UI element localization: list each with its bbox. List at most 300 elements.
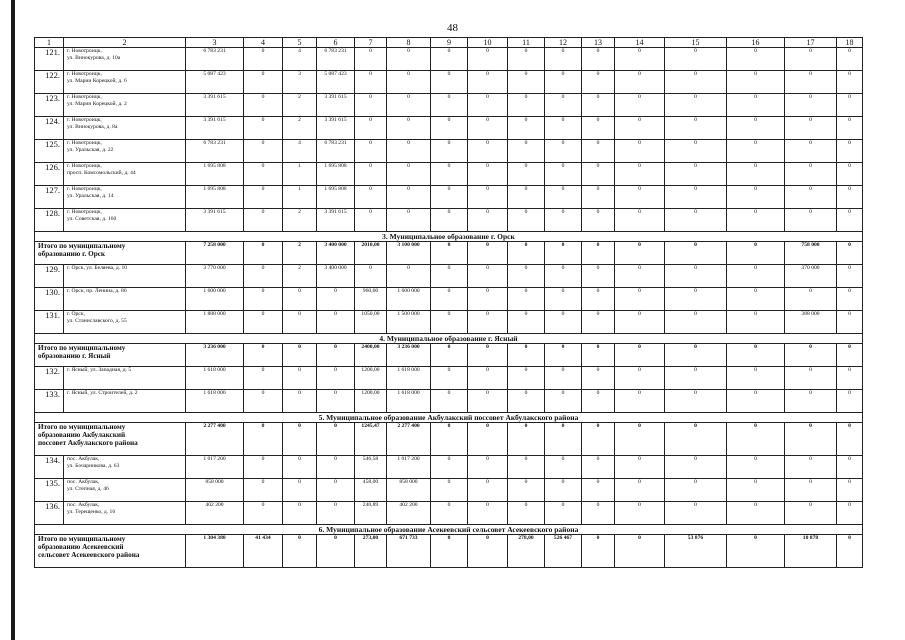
table-cell: 0 xyxy=(431,163,468,186)
table-cell: 0 xyxy=(785,163,837,186)
table-cell: 0 xyxy=(431,390,468,413)
table-cell: 0 xyxy=(508,209,545,232)
table-cell: 1200,00 xyxy=(355,390,387,413)
table-cell: 0 xyxy=(665,288,727,311)
table-cell: 0 xyxy=(837,71,863,94)
table-cell: 0 xyxy=(665,94,727,117)
table-cell: 2 277 400 xyxy=(186,423,244,456)
table-cell: 0 xyxy=(615,288,665,311)
table-cell: 0 xyxy=(508,163,545,186)
table-row xyxy=(35,456,863,479)
column-number: 16 xyxy=(727,38,785,48)
table-cell: 0 xyxy=(431,479,468,502)
table-cell: 0 xyxy=(545,140,582,163)
subtotal-label-line: поссовет Акбулакского района xyxy=(38,439,138,447)
address-cell xyxy=(64,288,186,311)
table-cell: 273,00 xyxy=(355,535,387,568)
address-line: ул. Уральская, д. 22 xyxy=(67,147,114,153)
table-cell: 0 xyxy=(727,140,785,163)
table-cell: 0 xyxy=(317,367,355,390)
section-title: 4. Муниципальное образование г. Ясный xyxy=(35,334,863,344)
table-cell: 0 xyxy=(615,390,665,413)
table-cell: 0 xyxy=(785,367,837,390)
address-line: ул. Марии Корецкой, д. 6 xyxy=(67,78,127,84)
table-cell: 0 xyxy=(468,288,508,311)
table-row xyxy=(35,94,863,117)
table-cell: 53 876 xyxy=(665,535,727,568)
subtotal-label-line: образованию г. Орск xyxy=(38,250,106,258)
section-header-row xyxy=(35,413,863,423)
section-title: 6. Муниципальное образование Асекеевский сельсовет Асекеевского района xyxy=(35,525,863,535)
table-cell: 0 xyxy=(283,456,317,479)
address-line: ул. Степная, д. 46 xyxy=(67,486,109,492)
table-cell: 0 xyxy=(244,367,283,390)
table-cell: 0 xyxy=(665,209,727,232)
address-line: г. Новотроицк, xyxy=(67,117,102,123)
address-cell xyxy=(64,390,186,413)
row-number: 125. xyxy=(35,140,64,163)
table-cell: 0 xyxy=(431,367,468,390)
table-cell: 0 xyxy=(317,456,355,479)
address-line: ул. Марии Корецкой, д. 2 xyxy=(67,101,127,107)
address-cell xyxy=(64,502,186,525)
row-number: 121. xyxy=(35,48,64,71)
table-cell: 0 xyxy=(355,209,387,232)
table-cell: 0 xyxy=(545,502,582,525)
address-line: г. Новотроицк, xyxy=(67,163,102,169)
subtotal-label xyxy=(35,423,186,456)
table-cell: 0 xyxy=(244,186,283,209)
table-cell: 0 xyxy=(283,423,317,456)
table-cell: 0 xyxy=(615,163,665,186)
table-cell: 0 xyxy=(785,288,837,311)
subtotal-row xyxy=(35,344,863,367)
address-line: ул. Бочарникова, д. 63 xyxy=(67,463,120,469)
table-cell: 0 xyxy=(582,140,615,163)
table-cell: 0 xyxy=(837,117,863,140)
column-number: 2 xyxy=(64,38,186,48)
column-number: 13 xyxy=(582,38,615,48)
address-line: ул. Терещенко, д. 16 xyxy=(67,509,116,515)
subtotal-label xyxy=(35,535,186,568)
subtotal-label-line: Итого по муниципальному xyxy=(38,535,126,543)
table-cell: 1 304 388 xyxy=(186,535,244,568)
table-cell: 0 xyxy=(727,265,785,288)
table-cell: 0 xyxy=(837,140,863,163)
table-cell: 458,00 xyxy=(355,479,387,502)
table-cell: 0 xyxy=(431,186,468,209)
table-cell: 0 xyxy=(317,502,355,525)
table-cell: 0 xyxy=(582,288,615,311)
address-cell xyxy=(64,209,186,232)
address-cell xyxy=(64,367,186,390)
address-cell xyxy=(64,311,186,334)
address-line: г. Орск, ул. Беляева, д. 10 xyxy=(67,265,128,271)
table-cell: 0 xyxy=(665,423,727,456)
table-cell: 6 783 231 xyxy=(317,48,355,71)
row-number: 130. xyxy=(35,288,64,311)
table-cell: 0 xyxy=(387,48,431,71)
column-number: 3 xyxy=(186,38,244,48)
table-cell: 402 200 xyxy=(186,502,244,525)
row-number: 135. xyxy=(35,479,64,502)
table-cell: 0 xyxy=(545,117,582,140)
table-cell: 0 xyxy=(355,117,387,140)
table-cell: 0 xyxy=(615,265,665,288)
table-cell: 0 xyxy=(785,71,837,94)
table-cell: 0 xyxy=(244,242,283,265)
table-cell: 0 xyxy=(508,502,545,525)
table-cell: 0 xyxy=(508,94,545,117)
table-cell: 1 600 000 xyxy=(186,288,244,311)
address-line: г. Новотроицк, xyxy=(67,186,102,192)
table-cell: 0 xyxy=(508,186,545,209)
table-cell: 0 xyxy=(468,265,508,288)
column-number: 15 xyxy=(665,38,727,48)
table-cell: 671 733 xyxy=(387,535,431,568)
table-cell: 0 xyxy=(468,502,508,525)
table-cell: 0 xyxy=(665,117,727,140)
table-row xyxy=(35,390,863,413)
column-number: 6 xyxy=(317,38,355,48)
table-row xyxy=(35,502,863,525)
table-cell: 0 xyxy=(355,265,387,288)
address-line: просп. Комсомольский, д. 44 xyxy=(67,170,136,176)
table-cell: 0 xyxy=(545,265,582,288)
table-cell: 0 xyxy=(508,390,545,413)
table-cell: 0 xyxy=(582,242,615,265)
table-cell: 0 xyxy=(244,140,283,163)
table-cell: 0 xyxy=(244,48,283,71)
table-cell: 0 xyxy=(283,479,317,502)
table-cell: 0 xyxy=(615,117,665,140)
table-cell: 0 xyxy=(615,311,665,334)
column-number: 1 xyxy=(35,38,64,48)
table-cell: 0 xyxy=(468,456,508,479)
table-cell: 1 618 000 xyxy=(387,367,431,390)
table-cell: 960,00 xyxy=(355,288,387,311)
table-cell: 2400,00 xyxy=(355,344,387,367)
address-line: ул. Станиславского, д. 55 xyxy=(67,318,127,324)
data-table xyxy=(34,37,863,568)
table-cell: 0 xyxy=(431,502,468,525)
table-cell: 0 xyxy=(837,367,863,390)
table-cell: 0 xyxy=(837,209,863,232)
table-cell: 402 200 xyxy=(387,502,431,525)
address-line: г. Новотроицк, xyxy=(67,140,102,146)
table-cell: 0 xyxy=(837,423,863,456)
table-cell: 0 xyxy=(508,288,545,311)
table-cell: 0 xyxy=(665,48,727,71)
table-cell: 41 434 xyxy=(244,535,283,568)
table-cell: 0 xyxy=(468,311,508,334)
subtotal-label-line: Итого по муниципальному xyxy=(38,242,126,250)
table-cell: 0 xyxy=(545,163,582,186)
table-cell: 0 xyxy=(468,163,508,186)
table-cell: 0 xyxy=(615,502,665,525)
table-row xyxy=(35,71,863,94)
subtotal-row xyxy=(35,535,863,568)
table-cell: 0 xyxy=(727,242,785,265)
address-line: г. Новотроицк, xyxy=(67,48,102,54)
table-cell: 0 xyxy=(468,367,508,390)
table-cell: 0 xyxy=(665,265,727,288)
table-cell: 0 xyxy=(431,456,468,479)
table-cell: 0 xyxy=(283,502,317,525)
table-cell: 0 xyxy=(468,117,508,140)
table-cell: 0 xyxy=(665,367,727,390)
row-number: 126. xyxy=(35,163,64,186)
table-cell: 0 xyxy=(355,140,387,163)
table-cell: 0 xyxy=(508,265,545,288)
table-cell: 0 xyxy=(431,288,468,311)
table-cell: 0 xyxy=(244,163,283,186)
table-cell: 0 xyxy=(615,186,665,209)
table-cell: 0 xyxy=(727,390,785,413)
table-cell: 0 xyxy=(615,209,665,232)
column-number: 10 xyxy=(468,38,508,48)
table-cell: 0 xyxy=(468,48,508,71)
table-cell: 526 467 xyxy=(545,535,582,568)
table-cell: 0 xyxy=(665,502,727,525)
table-cell: 0 xyxy=(665,71,727,94)
row-number: 123. xyxy=(35,94,64,117)
table-cell: 0 xyxy=(468,344,508,367)
table-cell: 0 xyxy=(283,390,317,413)
table-cell: 0 xyxy=(582,265,615,288)
address-line: г. Ясный, ул. Строителей, д. 2 xyxy=(67,390,138,396)
table-cell: 388 000 xyxy=(785,311,837,334)
table-cell: 2 xyxy=(283,117,317,140)
table-cell: 1 017 200 xyxy=(186,456,244,479)
address-cell xyxy=(64,479,186,502)
table-cell: 0 xyxy=(727,94,785,117)
table-cell: 0 xyxy=(431,265,468,288)
table-cell: 0 xyxy=(785,456,837,479)
address-line: пос. Акбулак, xyxy=(67,479,100,485)
table-cell: 0 xyxy=(615,479,665,502)
table-cell: 0 xyxy=(468,242,508,265)
table-cell: 0 xyxy=(615,535,665,568)
table-row xyxy=(35,479,863,502)
table-cell: 0 xyxy=(837,456,863,479)
table-cell: 0 xyxy=(837,186,863,209)
table-cell: 0 xyxy=(387,265,431,288)
table-cell: 0 xyxy=(582,186,615,209)
table-cell: 0 xyxy=(785,344,837,367)
table-cell: 1 600 000 xyxy=(387,288,431,311)
table-cell: 240,89 xyxy=(355,502,387,525)
subtotal-label-line: образованию Асекеевский xyxy=(38,543,124,551)
table-cell: 858 000 xyxy=(387,479,431,502)
table-cell: 0 xyxy=(837,94,863,117)
page-number: 48 xyxy=(447,22,458,34)
table-cell: 0 xyxy=(431,535,468,568)
table-cell: 0 xyxy=(355,94,387,117)
table-cell: 0 xyxy=(545,186,582,209)
table-cell: 3 100 000 xyxy=(387,242,431,265)
column-number-row xyxy=(35,38,863,48)
table-cell: 0 xyxy=(244,71,283,94)
column-number: 12 xyxy=(545,38,582,48)
table-cell: 0 xyxy=(727,186,785,209)
table-cell: 2010,00 xyxy=(355,242,387,265)
table-cell: 0 xyxy=(317,479,355,502)
table-cell: 0 xyxy=(545,209,582,232)
table-cell: 0 xyxy=(615,94,665,117)
table-cell: 0 xyxy=(837,390,863,413)
table-cell: 0 xyxy=(355,48,387,71)
table-cell: 0 xyxy=(545,311,582,334)
table-cell: 0 xyxy=(283,288,317,311)
table-cell: 1 695 808 xyxy=(317,163,355,186)
table-cell: 0 xyxy=(785,186,837,209)
address-line: пос. Акбулак, xyxy=(67,456,100,462)
table-cell: 0 xyxy=(387,117,431,140)
table-cell: 0 xyxy=(582,94,615,117)
table-cell: 0 xyxy=(582,535,615,568)
table-cell: 3 400 000 xyxy=(317,265,355,288)
table-cell: 0 xyxy=(727,367,785,390)
binding-edge xyxy=(11,0,15,640)
table-cell: 0 xyxy=(468,140,508,163)
table-cell: 0 xyxy=(431,48,468,71)
table-cell: 0 xyxy=(508,117,545,140)
table-cell: 0 xyxy=(582,311,615,334)
table-cell: 0 xyxy=(387,71,431,94)
table-cell: 0 xyxy=(582,71,615,94)
table-cell: 0 xyxy=(545,456,582,479)
table-cell: 2 xyxy=(283,242,317,265)
address-line: пос. Акбулак, xyxy=(67,502,100,508)
section-header-row xyxy=(35,334,863,344)
column-number: 14 xyxy=(615,38,665,48)
table-cell: 0 xyxy=(317,288,355,311)
table-cell: 2 xyxy=(283,209,317,232)
table-cell: 0 xyxy=(837,479,863,502)
table-cell: 1 695 808 xyxy=(186,186,244,209)
table-cell: 758 000 xyxy=(785,242,837,265)
section-header-row xyxy=(35,232,863,242)
column-number: 9 xyxy=(431,38,468,48)
table-cell: 0 xyxy=(727,48,785,71)
table-cell: 0 xyxy=(508,456,545,479)
table-cell: 6 783 231 xyxy=(186,140,244,163)
address-cell xyxy=(64,71,186,94)
table-cell: 0 xyxy=(665,390,727,413)
table-cell: 0 xyxy=(665,186,727,209)
address-line: г. Новотроицк, xyxy=(67,209,102,215)
table-cell: 0 xyxy=(615,367,665,390)
subtotal-label xyxy=(35,344,186,367)
table-cell: 0 xyxy=(545,390,582,413)
table-cell: 0 xyxy=(545,423,582,456)
table-cell: 0 xyxy=(785,390,837,413)
table-cell: 0 xyxy=(727,456,785,479)
table-cell: 0 xyxy=(355,71,387,94)
subtotal-label-line: образованию Акбулакский xyxy=(38,431,126,439)
table-cell: 0 xyxy=(837,242,863,265)
table-cell: 0 xyxy=(582,117,615,140)
table-cell: 0 xyxy=(582,479,615,502)
row-number: 134. xyxy=(35,456,64,479)
table-cell: 0 xyxy=(468,423,508,456)
table-cell: 0 xyxy=(244,265,283,288)
table-cell: 0 xyxy=(727,163,785,186)
table-cell: 1 xyxy=(283,186,317,209)
table-cell: 0 xyxy=(582,390,615,413)
table-cell: 0 xyxy=(283,367,317,390)
table-cell: 0 xyxy=(615,242,665,265)
table-cell: 0 xyxy=(317,344,355,367)
table-cell: 1 618 000 xyxy=(387,390,431,413)
section-header-row xyxy=(35,525,863,535)
table-cell: 0 xyxy=(785,423,837,456)
table-cell: 0 xyxy=(727,479,785,502)
address-cell xyxy=(64,186,186,209)
address-line: г. Новотроицк, xyxy=(67,94,102,100)
table-cell: 0 xyxy=(244,479,283,502)
table-cell: 0 xyxy=(244,288,283,311)
table-cell: 0 xyxy=(508,242,545,265)
table-cell: 1050,00 xyxy=(355,311,387,334)
table-cell: 1 017 200 xyxy=(387,456,431,479)
table-cell: 0 xyxy=(244,423,283,456)
table-cell: 3 xyxy=(283,71,317,94)
table-cell: 0 xyxy=(582,48,615,71)
table-cell: 5 087 423 xyxy=(186,71,244,94)
table-cell: 0 xyxy=(545,242,582,265)
row-number: 131. xyxy=(35,311,64,334)
address-cell xyxy=(64,140,186,163)
table-cell: 0 xyxy=(837,311,863,334)
table-row xyxy=(35,209,863,232)
table-cell: 0 xyxy=(665,479,727,502)
table-cell: 278,00 xyxy=(508,535,545,568)
table-cell: 2 xyxy=(283,94,317,117)
table-cell: 3 770 000 xyxy=(186,265,244,288)
table-row xyxy=(35,186,863,209)
table-cell: 0 xyxy=(508,479,545,502)
address-line: ул. Винокурова, д. 8а xyxy=(67,124,118,130)
table-cell: 0 xyxy=(727,423,785,456)
table-cell: 0 xyxy=(244,456,283,479)
table-cell: 0 xyxy=(545,344,582,367)
section-title: 3. Муниципальное образование г. Орск xyxy=(35,232,863,242)
table-cell: 1 500 000 xyxy=(387,311,431,334)
row-number: 133. xyxy=(35,390,64,413)
table-cell: 0 xyxy=(508,367,545,390)
address-line: г. Новотроицк, xyxy=(67,71,102,77)
table-cell: 0 xyxy=(283,311,317,334)
table-cell: 0 xyxy=(468,479,508,502)
table-cell: 0 xyxy=(244,311,283,334)
table-cell: 0 xyxy=(837,502,863,525)
table-cell: 1 618 000 xyxy=(186,390,244,413)
table-cell: 0 xyxy=(545,94,582,117)
table-cell: 0 xyxy=(317,390,355,413)
table-cell: 0 xyxy=(727,117,785,140)
table-cell: 0 xyxy=(355,186,387,209)
table-cell: 0 xyxy=(431,117,468,140)
row-number: 122. xyxy=(35,71,64,94)
table-row xyxy=(35,367,863,390)
table-cell: 1 695 808 xyxy=(186,163,244,186)
address-line: ул. Уральская, д. 14 xyxy=(67,193,114,199)
table-cell: 0 xyxy=(785,209,837,232)
table-cell: 5 087 423 xyxy=(317,71,355,94)
address-cell xyxy=(64,456,186,479)
